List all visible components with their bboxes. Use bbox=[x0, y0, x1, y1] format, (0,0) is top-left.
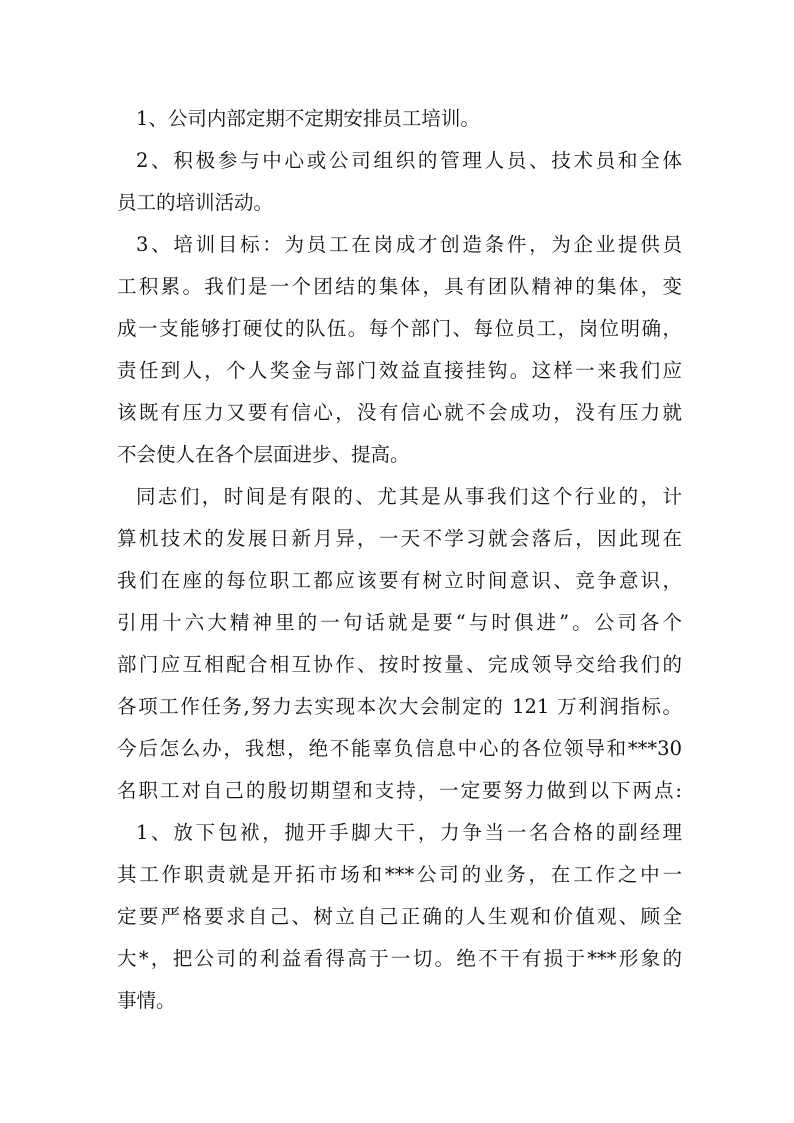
paragraph-4-line-6: 各项工作任务,努力去实现本次大会制定的 121 万利润指标。 bbox=[117, 695, 682, 718]
paragraph-3-line-5: 该既有压力又要有信心，没有信心就不会成功，没有压力就 bbox=[117, 401, 682, 424]
paragraph-5-line-5: 事情。 bbox=[117, 989, 176, 1012]
paragraph-3-line-6: 不会使人在各个层面进步、提高。 bbox=[117, 443, 410, 466]
paragraph-5-line-3: 定要严格要求自己、树立自己正确的人生观和价值观、顾全 bbox=[117, 905, 682, 928]
paragraph-4-line-2: 算机技术的发展日新月异，一天不学习就会落后，因此现在 bbox=[117, 527, 682, 550]
paragraph-4-line-7: 今后怎么办，我想，绝不能辜负信息中心的各位领导和***30 bbox=[117, 737, 682, 760]
paragraph-3-line-2: 工积累。我们是一个团结的集体，具有团队精神的集体，变 bbox=[117, 275, 682, 298]
paragraph-3-line-1: 3、培训目标：为员工在岗成才创造条件，为企业提供员 bbox=[136, 233, 682, 256]
paragraph-5-line-1: 1、放下包袱，抛开手脚大干，力争当一名合格的副经理 bbox=[136, 821, 682, 844]
paragraph-5-line-4: 大*，把公司的利益看得高于一切。绝不干有损于***形象的 bbox=[117, 947, 682, 970]
paragraph-4-line-3: 我们在座的每位职工都应该要有树立时间意识、竞争意识， bbox=[117, 569, 682, 592]
paragraph-2-line-1: 2、积极参与中心或公司组织的管理人员、技术员和全体 bbox=[136, 149, 682, 172]
paragraph-4-line-1: 同志们，时间是有限的、尤其是从事我们这个行业的，计 bbox=[136, 485, 682, 508]
paragraph-3-line-3: 成一支能够打硬仗的队伍。每个部门、每位员工，岗位明确， bbox=[117, 317, 682, 340]
paragraph-4-line-5: 部门应互相配合相互协作、按时按量、完成领导交给我们的 bbox=[117, 653, 682, 676]
paragraph-5-line-2: 其工作职责就是开拓市场和***公司的业务，在工作之中一 bbox=[117, 863, 682, 886]
paragraph-4-line-4: 引用十六大精神里的一句话就是要“与时俱进”。公司各个 bbox=[117, 611, 682, 634]
document-body bbox=[117, 98, 682, 1022]
paragraph-4-line-8: 名职工对自己的殷切期望和支持，一定要努力做到以下两点: bbox=[117, 779, 682, 802]
paragraph-1-line-1: 1、公司内部定期不定期安排员工培训。 bbox=[136, 107, 480, 130]
paragraph-3-line-4: 责任到人，个人奖金与部门效益直接挂钩。这样一来我们应 bbox=[117, 359, 682, 382]
paragraph-2-line-2: 员工的培训活动。 bbox=[117, 191, 274, 214]
